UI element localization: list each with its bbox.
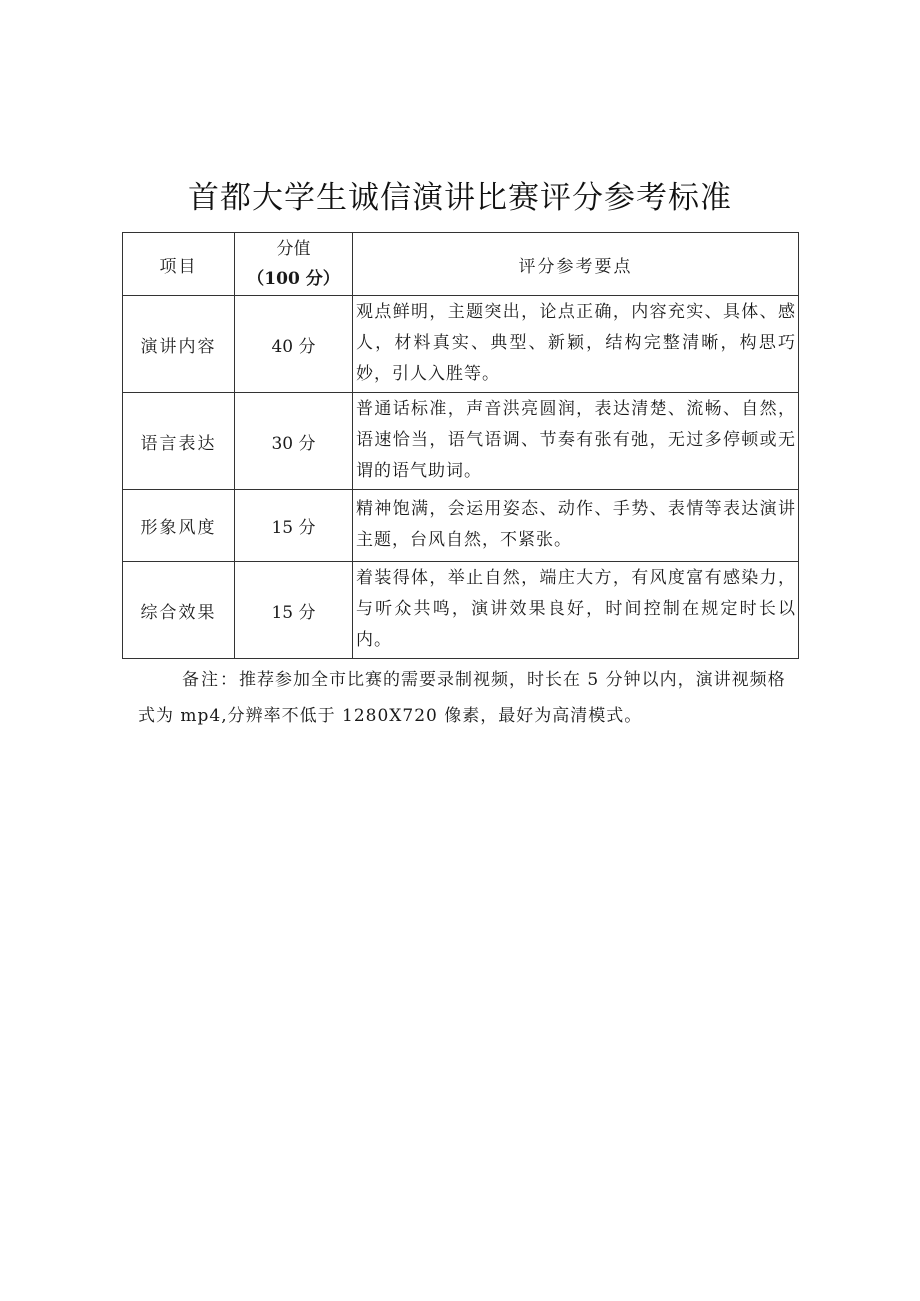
- header-score-total: （100 分）: [247, 269, 340, 289]
- row-item: 综合效果: [123, 562, 235, 659]
- row-score: 30 分: [235, 393, 353, 490]
- row-points: 观点鲜明，主题突出，论点正确，内容充实、具体、感人，材料真实、典型、新颖，结构完整清晰，构思巧妙，引人入胜等。: [353, 296, 799, 393]
- row-item: 演讲内容: [123, 296, 235, 393]
- table-header-row: [123, 233, 799, 296]
- page-title: 首都大学生诚信演讲比赛评分参考标准: [188, 180, 732, 216]
- row-score: 15 分: [235, 490, 353, 562]
- table-row: [123, 490, 799, 562]
- row-points: 精神饱满，会运用姿态、动作、手势、表情等表达演讲主题，台风自然，不紧张。: [353, 490, 799, 562]
- header-points: 评分参考要点: [353, 233, 799, 296]
- table-row: [123, 562, 799, 659]
- table-row: [123, 296, 799, 393]
- remarks-label: 备注：: [182, 670, 239, 690]
- row-item: 形象风度: [123, 490, 235, 562]
- remarks-paragraph: [138, 662, 800, 734]
- header-score-label: 分值: [276, 239, 311, 259]
- scoring-criteria-table: [122, 232, 799, 659]
- row-item: 语言表达: [123, 393, 235, 490]
- header-item: 项目: [123, 233, 235, 296]
- header-score: [235, 233, 353, 296]
- remarks-text: 推荐参加全市比赛的需要录制视频，时长在 5 分钟以内，演讲视频格式为 mp4,分辨率不低于 1280X720 像素，最好为高清模式。: [138, 670, 786, 726]
- row-points: 着装得体，举止自然，端庄大方，有风度富有感染力，与听众共鸣，演讲效果良好，时间控制在规定时长以内。: [353, 562, 799, 659]
- row-score: 15 分: [235, 562, 353, 659]
- row-score: 40 分: [235, 296, 353, 393]
- row-points: 普通话标准，声音洪亮圆润，表达清楚、流畅、自然，语速恰当，语气语调、节奏有张有弛，无过多停顿或无谓的语气助词。: [353, 393, 799, 490]
- table-row: [123, 393, 799, 490]
